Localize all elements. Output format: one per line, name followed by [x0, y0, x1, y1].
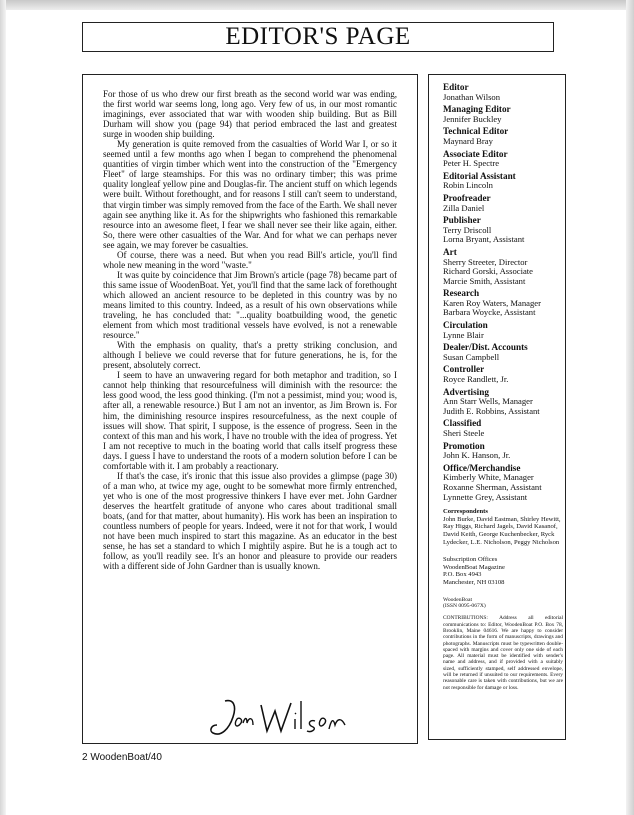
masthead-heading: Controller [443, 364, 485, 375]
masthead-name: Sherry Streeter, Director [443, 256, 528, 267]
masthead-box [428, 74, 566, 740]
masthead-name: Marcie Smith, Assistant [443, 275, 526, 286]
masthead-section [443, 343, 563, 362]
masthead-name: Lorna Bryant, Assistant [443, 234, 525, 245]
masthead-name: Judith E. Robbins, Assistant [443, 405, 540, 416]
masthead-section [443, 419, 563, 438]
masthead-section [443, 442, 563, 461]
masthead-name: Terry Driscoll [443, 224, 492, 235]
editorial-paragraph: My generation is quite removed from the casualties of World War I, or so it seemed until a few months ago when I began to comprehend the phenomenal quantities of virgin timber which went into the construction of the "Emergency Fleet" of large steamships. For this was no ordinary timber; this was prime quality longleaf yellow pine and Douglas-fir. The ancient stuff on which legends were built. Without forethought, and for reasons I still can't seem to understand, that virgin timber was simply removed from the face of the Earth. We shall never again see anything like it. As for the shipwrights who fashioned this remarkable resource into an awesome fleet, I fear we shall never see their like again, either. So, there were other casualties of the War. And for what we can perhaps never see again, we may forever be casualties. [103, 139, 397, 250]
page-title: EDITOR'S PAGE [225, 23, 411, 50]
masthead-section [443, 83, 563, 102]
masthead-section [443, 216, 563, 245]
editorial-text [103, 89, 397, 571]
masthead-name: Lynne Blair [443, 329, 484, 340]
editorial-column [82, 74, 418, 744]
masthead-section [443, 127, 563, 146]
masthead-heading: Office/Merchandise [443, 462, 521, 473]
masthead-section [443, 289, 563, 318]
masthead-section [443, 365, 563, 384]
masthead-name: Jonathan Wilson [443, 91, 501, 102]
masthead-heading: Art [443, 246, 457, 257]
masthead-heading: Promotion [443, 440, 485, 451]
editorial-paragraph: I seem to have an unwavering regard for both metaphor and tradition, so I cannot help thinking that resourcefulness will diminish with the resource: the less good wood, the less good thinking. (I'm not a pessimist, mind you; wood is, after all, a renewable resource.) But I am not an inventor, as Jim Brown is. For him, the diminishing resource inspires resourcefulness, as the next couple of issues will show. That spirit, I suppose, is the essence of progress. Seen in the context of this man and his work, I have no trouble with the idea of progress. Yet I am not receptive to much in the boating world that calls itself progress these days. I guess I have to understand the roots of a modern solution before I can be comfortable with it. I am probably a reactionary. [103, 370, 397, 471]
masthead-section [443, 150, 563, 169]
subscription-line: P.O. Box 4943 [443, 571, 482, 579]
masthead-name: Peter H. Spectre [443, 158, 500, 169]
masthead-name: Barbara Woycke, Assistant [443, 307, 536, 318]
subscription-block [443, 556, 563, 586]
editorial-paragraph: It was quite by coincidence that Jim Brown's article (page 78) became part of this same issue of WoodenBoat. Yet, you'll find that the same lack of forethought which allowed an ancient resource to be depleted in this country was by no means limited to this country. Indeed, as a result of his own observations while traveling, he has concluded that: "...quality boatbuilding wood, the genetic element from which most traditional vessels have evolved, is not a renewable resource." [103, 269, 397, 341]
masthead-section [443, 464, 563, 502]
contributions-notice: CONTRIBUTIONS: Address all editorial communications to: Editor, WoodenBoat P.O. Box 78, Brooklin, Maine 04616. We are happy to consider contributions in the form of manuscripts, drawings and photographs. Manuscripts must be typewritten double-spaced with margins and cover only one side of each page. All material must be identified with sender's name and address, and if provided with a suitably sized, sufficiently stamped, self addressed envelope, will be returned if unsuited to our requirements. Every reasonable care is taken with contributions, but we are not responsible for damage or loss. [443, 615, 563, 691]
masthead [443, 83, 563, 691]
signature-label: Jon Wilson [275, 739, 281, 740]
editorial-paragraph: If that's the case, it's ironic that this issue also provides a glimpse (page 30) of a man who, at twice my age, ought to be somewhat more firmly entrenched, yet who is one of the most progressive thinkers I have ever met. John Gardner deserves the heartfelt gratitude of anyone who cares about traditional small boats, (and for that matter, about humanity). His work has been an inspiration to countless numbers of people for years. Indeed, were it not for that work, I would not have been much inspired to start this magazine. As an educator in the best sense, he has set a standard to which I mightily aspire. But he is a tough act to follow, as you'll readily see. It's an honor and pleasure to provide our readers with a different side of John Gardner than is usually known. [103, 470, 397, 572]
masthead-list [443, 83, 563, 502]
masthead-name: Lynnette Grey, Assistant [443, 491, 528, 502]
masthead-heading: Managing Editor [443, 104, 511, 115]
masthead-section [443, 172, 563, 191]
masthead-heading: Associate Editor [443, 148, 508, 159]
page-footer: 2 WoodenBoat/40 [82, 752, 162, 763]
masthead-heading: Technical Editor [443, 126, 509, 137]
masthead-heading: Advertising [443, 386, 489, 397]
masthead-heading: Classified [443, 418, 482, 429]
masthead-section [443, 248, 563, 286]
subscription-line: WoodenBoat Magazine [443, 563, 505, 571]
issn: (ISSN 0095-067X) [443, 602, 486, 609]
masthead-heading: Circulation [443, 320, 488, 331]
masthead-name: Ann Starr Wells, Manager [443, 396, 533, 407]
masthead-heading: Research [443, 288, 480, 299]
masthead-section [443, 105, 563, 124]
masthead-heading: Publisher [443, 215, 481, 226]
masthead-name: Susan Campbell [443, 351, 500, 362]
masthead-heading: Editorial Assistant [443, 170, 516, 181]
masthead-heading: Dealer/Dist. Accounts [443, 342, 528, 353]
masthead-name: Richard Gorski, Associate [443, 266, 533, 277]
masthead-section [443, 321, 563, 340]
editorial-paragraph: Of course, there was a need. But when you read Bill's article, you'll find whole new meaning in the word "waste." [103, 249, 397, 270]
masthead-section [443, 194, 563, 213]
publication-name: WoodenBoat [443, 596, 473, 603]
masthead-name: Sheri Steele [443, 428, 485, 438]
masthead-name: Roxanne Sherman, Assistant [443, 481, 542, 492]
masthead-heading: Editor [443, 82, 469, 92]
publication-id-block [443, 597, 563, 610]
page-edge-left [0, 0, 6, 815]
masthead-name: Royce Randlett, Jr. [443, 374, 509, 385]
correspondents-block [443, 508, 563, 546]
masthead-name: John K. Hanson, Jr. [443, 450, 511, 461]
subscription-line: Manchester, NH 03108 [443, 578, 505, 586]
page-edge-right [626, 0, 634, 815]
masthead-name: Jennifer Buckley [443, 113, 502, 124]
masthead-section [443, 388, 563, 417]
signature [203, 695, 353, 741]
masthead-name: Kimberly White, Manager [443, 472, 534, 483]
page-edge-top [0, 0, 634, 10]
correspondents-text: John Burke, David Eastman, Shirley Hewitt, Ray Higgs, Richard Jagels, David Kasanof, David Keith, George Kuchenbecker, Ryck Lydecker, L.E. Nicholson, Peggy Nicholson [443, 515, 561, 546]
masthead-name: Robin Lincoln [443, 180, 493, 191]
masthead-name: Karen Roy Waters, Manager [443, 297, 541, 308]
page-title-box [82, 22, 554, 52]
masthead-heading: Proofreader [443, 192, 491, 203]
editorial-paragraph: With the emphasis on quality, that's a pretty striking conclusion, and although I believe we could reverse that for future generations, he is, for the present, absolutely correct. [103, 340, 397, 371]
masthead-name: Maynard Bray [443, 135, 493, 146]
masthead-name: Zilla Daniel [443, 202, 485, 213]
editorial-paragraph: For those of us who drew our first breath as the second world war was ending, the first world war seems long, long ago. Very few of us, in our most romantic imaginings, ever associated that war with wooden ship building. But as Bill Durham will show you (page 94) that period embraced the last and greatest surge in wooden ship building. [103, 89, 397, 140]
subscription-line: Subscription Offices [443, 556, 498, 564]
correspondents-heading: Correspondents [443, 508, 488, 516]
